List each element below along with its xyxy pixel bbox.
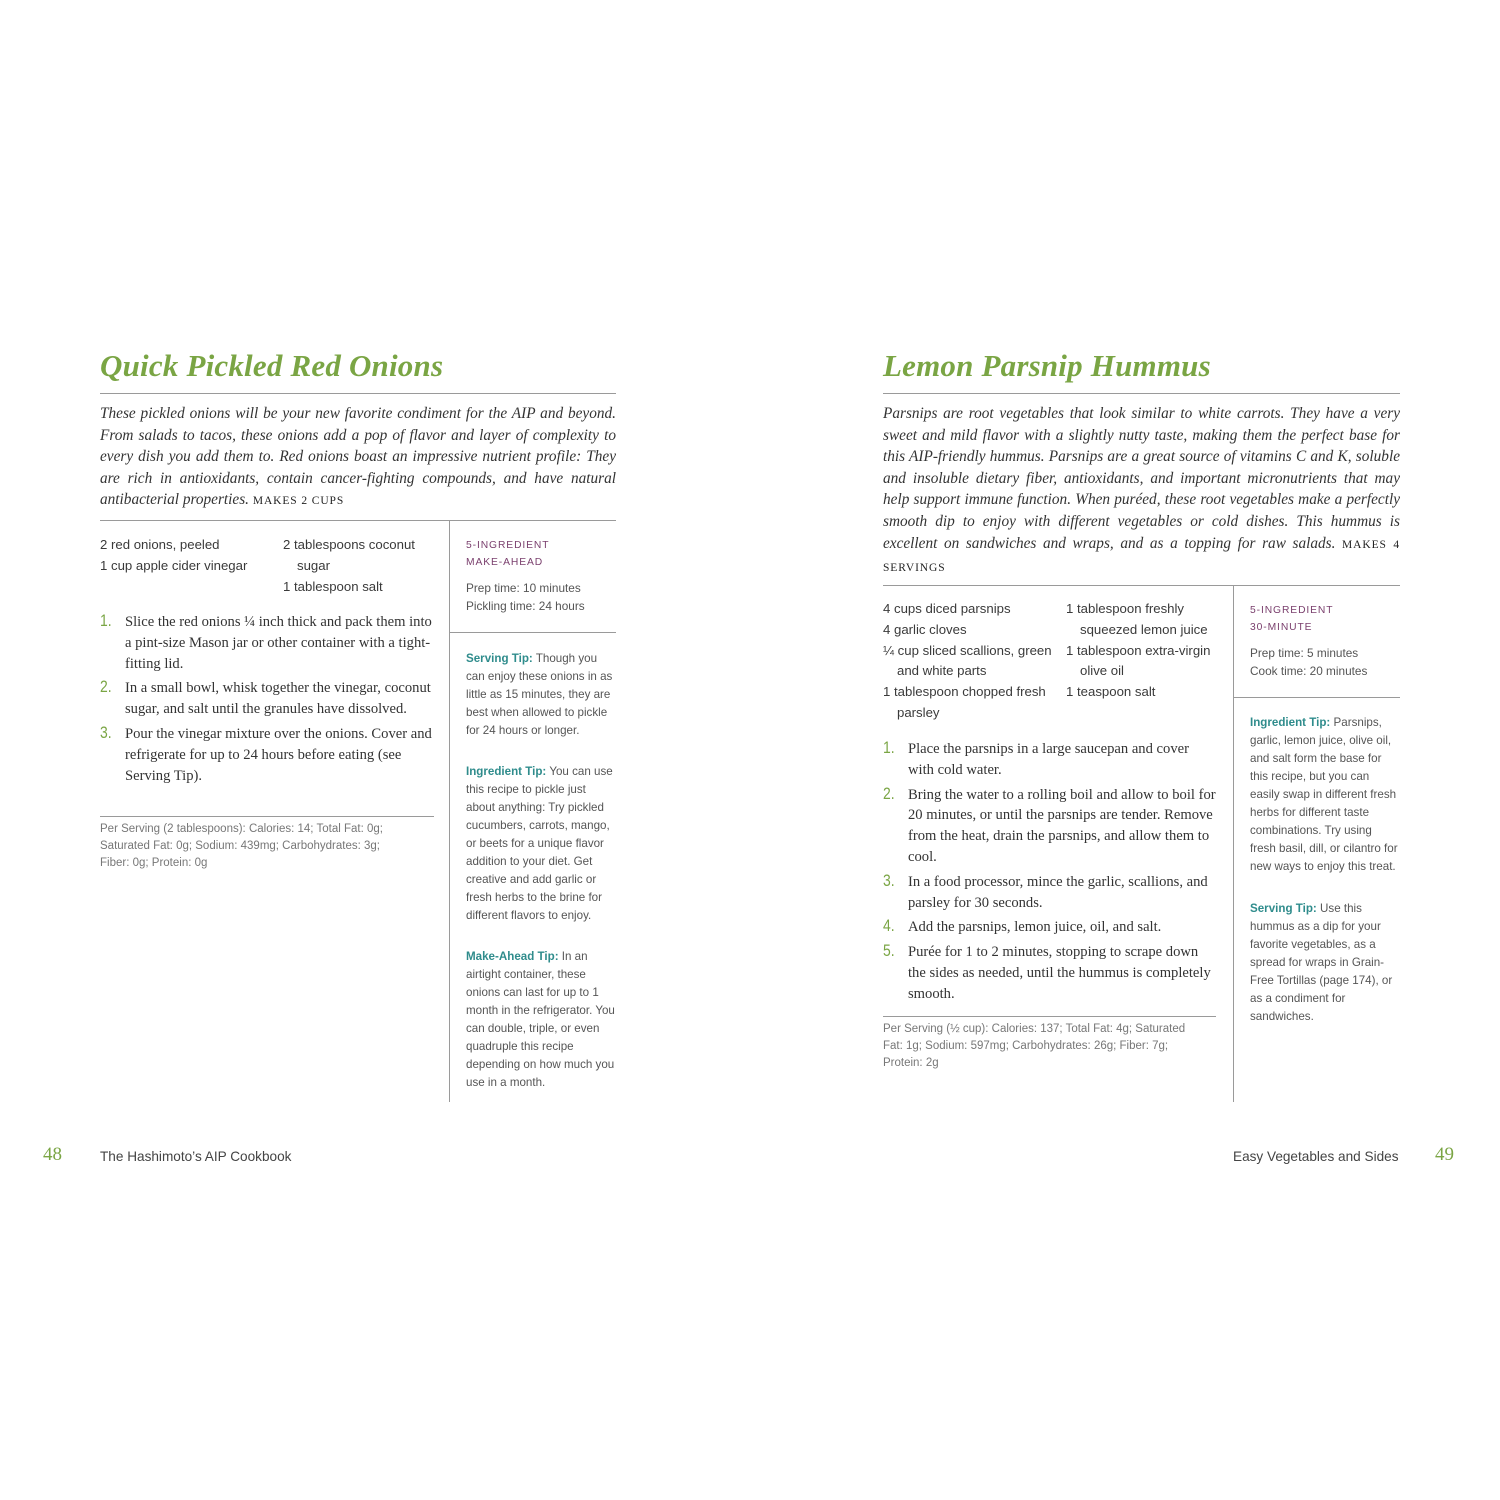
step-text: Purée for 1 to 2 minutes, stopping to scrape down the sides as needed, until the hummus is completely smooth. — [908, 944, 1211, 1002]
step-number: 1. — [883, 738, 895, 757]
tip-text: In an airtight container, these onions can last for up to 1 month in the refrigerator. You can double, triple, or even quadruple this recipe depending on how much you use in a month. — [466, 950, 615, 1089]
ingredient-item: 1 tablespoon extra-virgin olive oil — [1066, 642, 1211, 679]
make-ahead-tip-left — [466, 948, 616, 1092]
recipe-title-right: Lemon Parsnip Hummus — [883, 348, 1211, 383]
ingredient-item: 4 garlic cloves — [883, 621, 967, 637]
ingredient-item: ¼ cup sliced scallions, green and white parts — [883, 642, 1052, 679]
step-number: 5. — [883, 941, 895, 961]
ingredient-item: 1 tablespoon salt — [283, 578, 383, 594]
step-text: Slice the red onions ¼ inch thick and pack them into a pint-size Mason jar or other container with a tight-fitting lid. — [125, 614, 432, 672]
step-item — [883, 785, 1216, 868]
recipe-tags-left — [466, 537, 616, 571]
tip-text: Parsnips, garlic, lemon juice, olive oil, and salt form the base for this recipe, but you can easily swap in different fresh herbs for different taste combinations. Try using fresh basil, dill, or cilantro for new ways to enjoy this treat. — [1250, 716, 1398, 873]
step-item — [883, 739, 1216, 781]
ingredients-col1-right — [883, 599, 1058, 724]
step-item — [100, 612, 434, 674]
step-text: Pour the vinegar mixture over the onions. Cover and refrigerate for up to 24 hours before eating (see Serving Tip). — [125, 725, 432, 784]
ingredient-tip-left — [466, 763, 616, 925]
step-text: In a food processor, mince the garlic, scallions, and parsley for 30 seconds. — [908, 873, 1208, 911]
sidebar-rule-right — [1233, 697, 1400, 698]
running-head-left: The Hashimoto’s AIP Cookbook — [100, 1149, 292, 1164]
step-text: Bring the water to a rolling boil and allow to boil for 20 minutes, or until the parsnips are tender. Remove from the heat, drain the parsnips, and allow them to cool. — [908, 786, 1216, 865]
step-number: 1. — [100, 611, 112, 630]
ingredient-item: 2 tablespoons coconut sugar — [283, 537, 415, 573]
tag-label: 5-INGREDIENT — [1250, 605, 1334, 616]
steps-right — [883, 739, 1216, 1009]
running-head-right: Easy Vegetables and Sides — [1233, 1149, 1399, 1164]
prep-time: Prep time: 5 minutes — [1250, 646, 1359, 660]
nutrition-info-right: Per Serving (½ cup): Calories: 137; Total Fat: 4g; Saturated Fat: 1g; Sodium: 597mg; Carbohydrates: 26g; Fiber: 7g; Protein: 2g — [883, 1023, 1186, 1069]
title-divider-left — [100, 393, 616, 394]
steps-left — [100, 612, 434, 790]
tip-label: Serving Tip: — [466, 652, 533, 665]
tip-label: Serving Tip: — [1250, 902, 1317, 915]
step-number: 2. — [100, 677, 112, 697]
intro-text-left: These pickled onions will be your new favorite condiment for the AIP and beyond. From salads to tacos, these onions add a pop of flavor and layer of complexity to every dish you add them to. Red onions boast an impressive nutrient profile: They are rich in antioxidants, contain cancer-fighting compounds, and have natural antibacterial properties. — [100, 405, 616, 509]
tip-text: Though you can enjoy these onions in as little as 15 minutes, they are best when allowed to pickle for 24 hours or longer. — [466, 652, 613, 737]
step-item — [100, 678, 434, 720]
intro-divider-left — [100, 520, 616, 521]
step-number: 3. — [100, 722, 112, 742]
sidebar-rule-left — [449, 632, 616, 633]
ingredient-item: 1 tablespoon chopped fresh parsley — [883, 684, 1046, 720]
ingredients-col2-left — [283, 535, 433, 597]
step-text: Add the parsnips, lemon juice, oil, and salt. — [908, 919, 1162, 936]
pickling-time: Pickling time: 24 hours — [466, 599, 585, 613]
tip-text: Use this hummus as a dip for your favorite vegetables, as a spread for wraps in Grain-Free Tortillas (page 174), or as a condiment for sandwiches. — [1250, 902, 1393, 1023]
ingredients-col2-right — [1066, 599, 1226, 703]
tip-label: Make-Ahead Tip: — [466, 950, 559, 963]
ingredient-item: 4 cups diced parsnips — [883, 601, 1011, 616]
step-number: 4. — [883, 916, 895, 936]
nutrition-divider-right — [883, 1016, 1216, 1017]
ingredient-item: 2 red onions, peeled — [100, 537, 220, 552]
recipe-tags-right — [1250, 602, 1400, 636]
sidebar-divider-right — [1233, 585, 1234, 1102]
ingredient-item: 1 cup apple cider vinegar — [100, 557, 248, 573]
step-text: Place the parsnips in a large saucepan and cover with cold water. — [908, 741, 1189, 778]
intro-divider-right — [883, 585, 1400, 586]
nutrition-divider-left — [100, 816, 434, 817]
sidebar-divider-left — [449, 520, 450, 1102]
nutrition-info-left: Per Serving (2 tablespoons): Calories: 14; Total Fat: 0g; Saturated Fat: 0g; Sodium: 439mg; Carbohydrates: 3g; Fiber: 0g; Protein: 0g — [100, 823, 383, 869]
page-number-right: 49 — [1435, 1144, 1454, 1165]
recipe-title-left: Quick Pickled Red Onions — [100, 348, 444, 383]
serving-tip-left — [466, 650, 616, 740]
ingredient-item: 1 tablespoon freshly squeezed lemon juice — [1066, 601, 1208, 637]
tip-label: Ingredient Tip: — [466, 765, 547, 778]
tag-label: MAKE-AHEAD — [466, 557, 544, 568]
step-item — [883, 872, 1216, 914]
step-item — [883, 942, 1216, 1004]
tag-label: 30-MINUTE — [1250, 622, 1313, 633]
yield-left: MAKES 2 CUPS — [252, 495, 345, 508]
step-text: In a small bowl, whisk together the vinegar, coconut sugar, and salt until the granules have dissolved. — [125, 680, 431, 718]
ingredient-item: 1 teaspoon salt — [1066, 684, 1156, 700]
step-number: 3. — [883, 870, 895, 890]
cook-time: Cook time: 20 minutes — [1250, 664, 1368, 678]
intro-text-right: Parsnips are root vegetables that look similar to white carrots. They have a very sweet and mild flavor with a slightly nutty taste, making them the perfect base for this AIP-friendly hummus. Parsnips are a great source of vitamins C and K, soluble and insoluble dietary fiber, antioxidants, and important micronutrients that may help support immune function. When puréed, these root vegetables make a perfectly smooth dip to enjoy with different vegetables or cold dishes. This hummus is excellent on sandwiches and wraps, and as a topping for raw salads. — [883, 405, 1400, 552]
recipe-times-left — [466, 579, 616, 615]
page-number-left: 48 — [43, 1144, 62, 1165]
ingredients-col1-left — [100, 535, 270, 577]
yield-right: MAKES 4 SERVINGS — [883, 538, 1401, 575]
prep-time: Prep time: 10 minutes — [466, 581, 581, 595]
step-item — [883, 917, 1216, 938]
recipe-times-right — [1250, 644, 1400, 680]
ingredient-tip-right — [1250, 714, 1400, 876]
tag-label: 5-INGREDIENT — [466, 540, 550, 551]
recipe-intro-right — [883, 403, 1400, 580]
tip-text: You can use this recipe to pickle just about anything: Try pickled cucumbers, carrots, mango, or beets for a unique flavor addition to your diet. Get creative and add garlic or fresh herbs to the brine for different flavors to enjoy. — [466, 765, 613, 922]
step-item — [100, 724, 434, 786]
serving-tip-right — [1250, 900, 1400, 1026]
step-number: 2. — [883, 783, 895, 803]
tip-label: Ingredient Tip: — [1250, 716, 1331, 729]
recipe-intro-left — [100, 403, 616, 513]
title-divider-right — [883, 393, 1400, 394]
